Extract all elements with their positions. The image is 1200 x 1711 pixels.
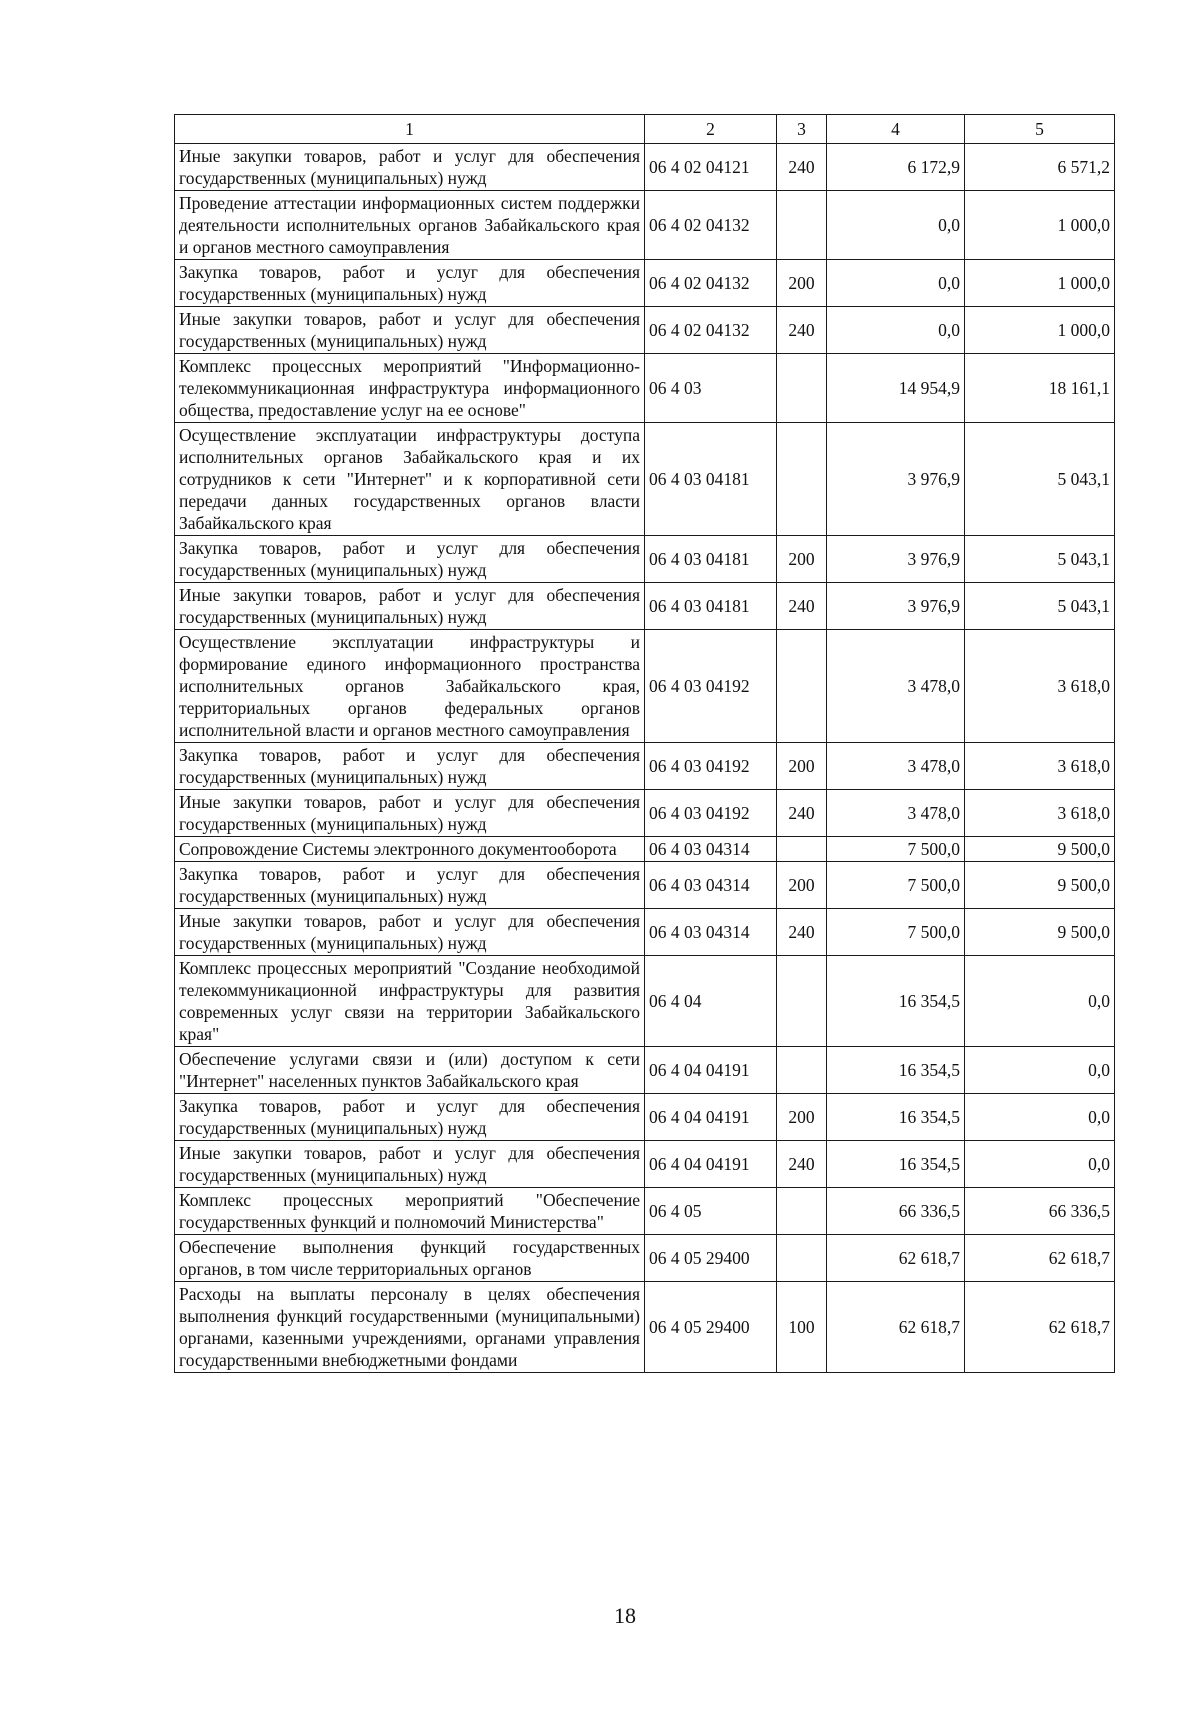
row-value-1-cell: 16 354,5 <box>827 956 965 1047</box>
row-name-cell: Комплекс процессных мероприятий "Создание необходимой телекоммуникационной инфраструктуры для развития современных услуг связи на территории Забайкальского края" <box>175 956 645 1047</box>
row-code-cell: 06 4 03 04192 <box>645 790 777 837</box>
row-expense-type-cell: 240 <box>777 1141 827 1188</box>
row-code-cell: 06 4 03 04314 <box>645 862 777 909</box>
header-row <box>175 115 1115 144</box>
table-row <box>175 790 1115 837</box>
table-row <box>175 1141 1115 1188</box>
table-row <box>175 1235 1115 1282</box>
row-expense-type-cell <box>777 191 827 260</box>
table-row <box>175 583 1115 630</box>
row-expense-type-cell: 240 <box>777 307 827 354</box>
row-code-cell: 06 4 03 04314 <box>645 837 777 862</box>
row-code-cell: 06 4 05 <box>645 1188 777 1235</box>
row-value-1-cell: 3 976,9 <box>827 583 965 630</box>
row-code-cell: 06 4 04 04191 <box>645 1094 777 1141</box>
row-value-2-cell: 62 618,7 <box>965 1235 1115 1282</box>
row-code-cell: 06 4 03 04181 <box>645 536 777 583</box>
row-value-1-cell: 62 618,7 <box>827 1282 965 1373</box>
table-row <box>175 354 1115 423</box>
row-value-2-cell: 9 500,0 <box>965 909 1115 956</box>
row-value-1-cell: 16 354,5 <box>827 1047 965 1094</box>
row-name-cell: Сопровождение Системы электронного документооборота <box>175 837 645 862</box>
row-name-cell: Закупка товаров, работ и услуг для обеспечения государственных (муниципальных) нужд <box>175 1094 645 1141</box>
row-name-cell: Расходы на выплаты персоналу в целях обеспечения выполнения функций государственными (муниципальными) органами, казенными учреждениями, органами управления государственными внебюджетными фондами <box>175 1282 645 1373</box>
row-name-cell: Иные закупки товаров, работ и услуг для обеспечения государственных (муниципальных) нужд <box>175 307 645 354</box>
row-code-cell: 06 4 03 04181 <box>645 423 777 536</box>
row-value-2-cell: 1 000,0 <box>965 260 1115 307</box>
row-expense-type-cell: 240 <box>777 144 827 191</box>
row-name-cell: Иные закупки товаров, работ и услуг для обеспечения государственных (муниципальных) нужд <box>175 909 645 956</box>
row-value-1-cell: 16 354,5 <box>827 1141 965 1188</box>
row-value-2-cell: 3 618,0 <box>965 743 1115 790</box>
row-expense-type-cell <box>777 956 827 1047</box>
row-value-1-cell: 62 618,7 <box>827 1235 965 1282</box>
row-value-1-cell: 0,0 <box>827 307 965 354</box>
table-row <box>175 1047 1115 1094</box>
row-expense-type-cell: 240 <box>777 909 827 956</box>
table-row <box>175 630 1115 743</box>
budget-table <box>174 114 1115 1373</box>
row-code-cell: 06 4 03 <box>645 354 777 423</box>
row-value-2-cell: 1 000,0 <box>965 307 1115 354</box>
row-value-2-cell: 3 618,0 <box>965 790 1115 837</box>
table-row <box>175 956 1115 1047</box>
row-expense-type-cell: 200 <box>777 862 827 909</box>
table-row <box>175 536 1115 583</box>
row-code-cell: 06 4 03 04192 <box>645 630 777 743</box>
row-name-cell: Комплекс процессных мероприятий "Информационно-телекоммуникационная инфраструктура информационного общества, предоставление услуг на ее основе" <box>175 354 645 423</box>
row-value-1-cell: 7 500,0 <box>827 862 965 909</box>
row-value-2-cell: 0,0 <box>965 1047 1115 1094</box>
row-expense-type-cell <box>777 1047 827 1094</box>
row-value-2-cell: 6 571,2 <box>965 144 1115 191</box>
row-value-1-cell: 3 478,0 <box>827 630 965 743</box>
row-name-cell: Иные закупки товаров, работ и услуг для обеспечения государственных (муниципальных) нужд <box>175 790 645 837</box>
row-value-1-cell: 7 500,0 <box>827 837 965 862</box>
row-expense-type-cell: 100 <box>777 1282 827 1373</box>
row-name-cell: Закупка товаров, работ и услуг для обеспечения государственных (муниципальных) нужд <box>175 260 645 307</box>
table-row <box>175 909 1115 956</box>
row-value-1-cell: 14 954,9 <box>827 354 965 423</box>
row-value-2-cell: 0,0 <box>965 1094 1115 1141</box>
row-name-cell: Осуществление эксплуатации инфраструктуры доступа исполнительных органов Забайкальского края и их сотрудников к сети "Интернет" и к корпоративной сети передачи данных государственных органов власти Забайкальского края <box>175 423 645 536</box>
row-name-cell: Иные закупки товаров, работ и услуг для обеспечения государственных (муниципальных) нужд <box>175 144 645 191</box>
row-name-cell: Обеспечение услугами связи и (или) доступом к сети "Интернет" населенных пунктов Забайкальского края <box>175 1047 645 1094</box>
row-name-cell: Проведение аттестации информационных систем поддержки деятельности исполнительных органов Забайкальского края и органов местного самоуправления <box>175 191 645 260</box>
table-row <box>175 423 1115 536</box>
row-value-2-cell: 0,0 <box>965 1141 1115 1188</box>
table-row <box>175 743 1115 790</box>
column-header-4: 4 <box>827 115 965 144</box>
row-expense-type-cell: 200 <box>777 536 827 583</box>
row-code-cell: 06 4 02 04121 <box>645 144 777 191</box>
row-name-cell: Осуществление эксплуатации инфраструктуры и формирование единого информационного пространства исполнительных органов Забайкальского края, территориальных органов федеральных органов исполнительной власти и органов местного самоуправления <box>175 630 645 743</box>
row-expense-type-cell: 240 <box>777 583 827 630</box>
row-code-cell: 06 4 03 04181 <box>645 583 777 630</box>
row-expense-type-cell: 200 <box>777 260 827 307</box>
row-name-cell: Иные закупки товаров, работ и услуг для обеспечения государственных (муниципальных) нужд <box>175 1141 645 1188</box>
row-value-2-cell: 0,0 <box>965 956 1115 1047</box>
row-value-2-cell: 5 043,1 <box>965 536 1115 583</box>
row-value-2-cell: 62 618,7 <box>965 1282 1115 1373</box>
row-value-1-cell: 6 172,9 <box>827 144 965 191</box>
row-value-1-cell: 3 478,0 <box>827 743 965 790</box>
row-value-1-cell: 66 336,5 <box>827 1188 965 1235</box>
row-name-cell: Закупка товаров, работ и услуг для обеспечения государственных (муниципальных) нужд <box>175 536 645 583</box>
column-header-1: 1 <box>175 115 645 144</box>
row-code-cell: 06 4 05 29400 <box>645 1282 777 1373</box>
row-value-1-cell: 3 478,0 <box>827 790 965 837</box>
row-value-1-cell: 7 500,0 <box>827 909 965 956</box>
row-expense-type-cell <box>777 630 827 743</box>
table-row <box>175 1282 1115 1373</box>
table-row <box>175 1188 1115 1235</box>
column-header-5: 5 <box>965 115 1115 144</box>
row-code-cell: 06 4 04 04191 <box>645 1141 777 1188</box>
row-value-2-cell: 9 500,0 <box>965 837 1115 862</box>
table-row <box>175 1094 1115 1141</box>
table-row <box>175 307 1115 354</box>
row-expense-type-cell <box>777 837 827 862</box>
row-expense-type-cell: 200 <box>777 743 827 790</box>
row-value-2-cell: 66 336,5 <box>965 1188 1115 1235</box>
row-code-cell: 06 4 02 04132 <box>645 191 777 260</box>
row-value-1-cell: 0,0 <box>827 191 965 260</box>
row-code-cell: 06 4 04 04191 <box>645 1047 777 1094</box>
row-value-1-cell: 3 976,9 <box>827 423 965 536</box>
table-row <box>175 260 1115 307</box>
row-code-cell: 06 4 03 04192 <box>645 743 777 790</box>
row-value-1-cell: 16 354,5 <box>827 1094 965 1141</box>
table-row <box>175 191 1115 260</box>
row-value-2-cell: 5 043,1 <box>965 423 1115 536</box>
row-code-cell: 06 4 02 04132 <box>645 307 777 354</box>
row-value-1-cell: 0,0 <box>827 260 965 307</box>
table-body <box>175 144 1115 1373</box>
row-code-cell: 06 4 02 04132 <box>645 260 777 307</box>
row-expense-type-cell <box>777 1235 827 1282</box>
row-name-cell: Иные закупки товаров, работ и услуг для обеспечения государственных (муниципальных) нужд <box>175 583 645 630</box>
row-code-cell: 06 4 05 29400 <box>645 1235 777 1282</box>
row-code-cell: 06 4 04 <box>645 956 777 1047</box>
row-expense-type-cell: 200 <box>777 1094 827 1141</box>
row-name-cell: Обеспечение выполнения функций государственных органов, в том числе территориальных органов <box>175 1235 645 1282</box>
row-name-cell: Закупка товаров, работ и услуг для обеспечения государственных (муниципальных) нужд <box>175 743 645 790</box>
row-name-cell: Закупка товаров, работ и услуг для обеспечения государственных (муниципальных) нужд <box>175 862 645 909</box>
row-expense-type-cell <box>777 1188 827 1235</box>
row-expense-type-cell: 240 <box>777 790 827 837</box>
table-row <box>175 837 1115 862</box>
row-expense-type-cell <box>777 354 827 423</box>
table-row <box>175 144 1115 191</box>
table-row <box>175 862 1115 909</box>
row-value-1-cell: 3 976,9 <box>827 536 965 583</box>
page-number: 18 <box>614 1603 636 1628</box>
row-expense-type-cell <box>777 423 827 536</box>
column-header-3: 3 <box>777 115 827 144</box>
row-value-2-cell: 5 043,1 <box>965 583 1115 630</box>
row-value-2-cell: 18 161,1 <box>965 354 1115 423</box>
row-code-cell: 06 4 03 04314 <box>645 909 777 956</box>
row-name-cell: Комплекс процессных мероприятий "Обеспечение государственных функций и полномочий Министерства" <box>175 1188 645 1235</box>
row-value-2-cell: 9 500,0 <box>965 862 1115 909</box>
row-value-2-cell: 1 000,0 <box>965 191 1115 260</box>
row-value-2-cell: 3 618,0 <box>965 630 1115 743</box>
column-header-2: 2 <box>645 115 777 144</box>
